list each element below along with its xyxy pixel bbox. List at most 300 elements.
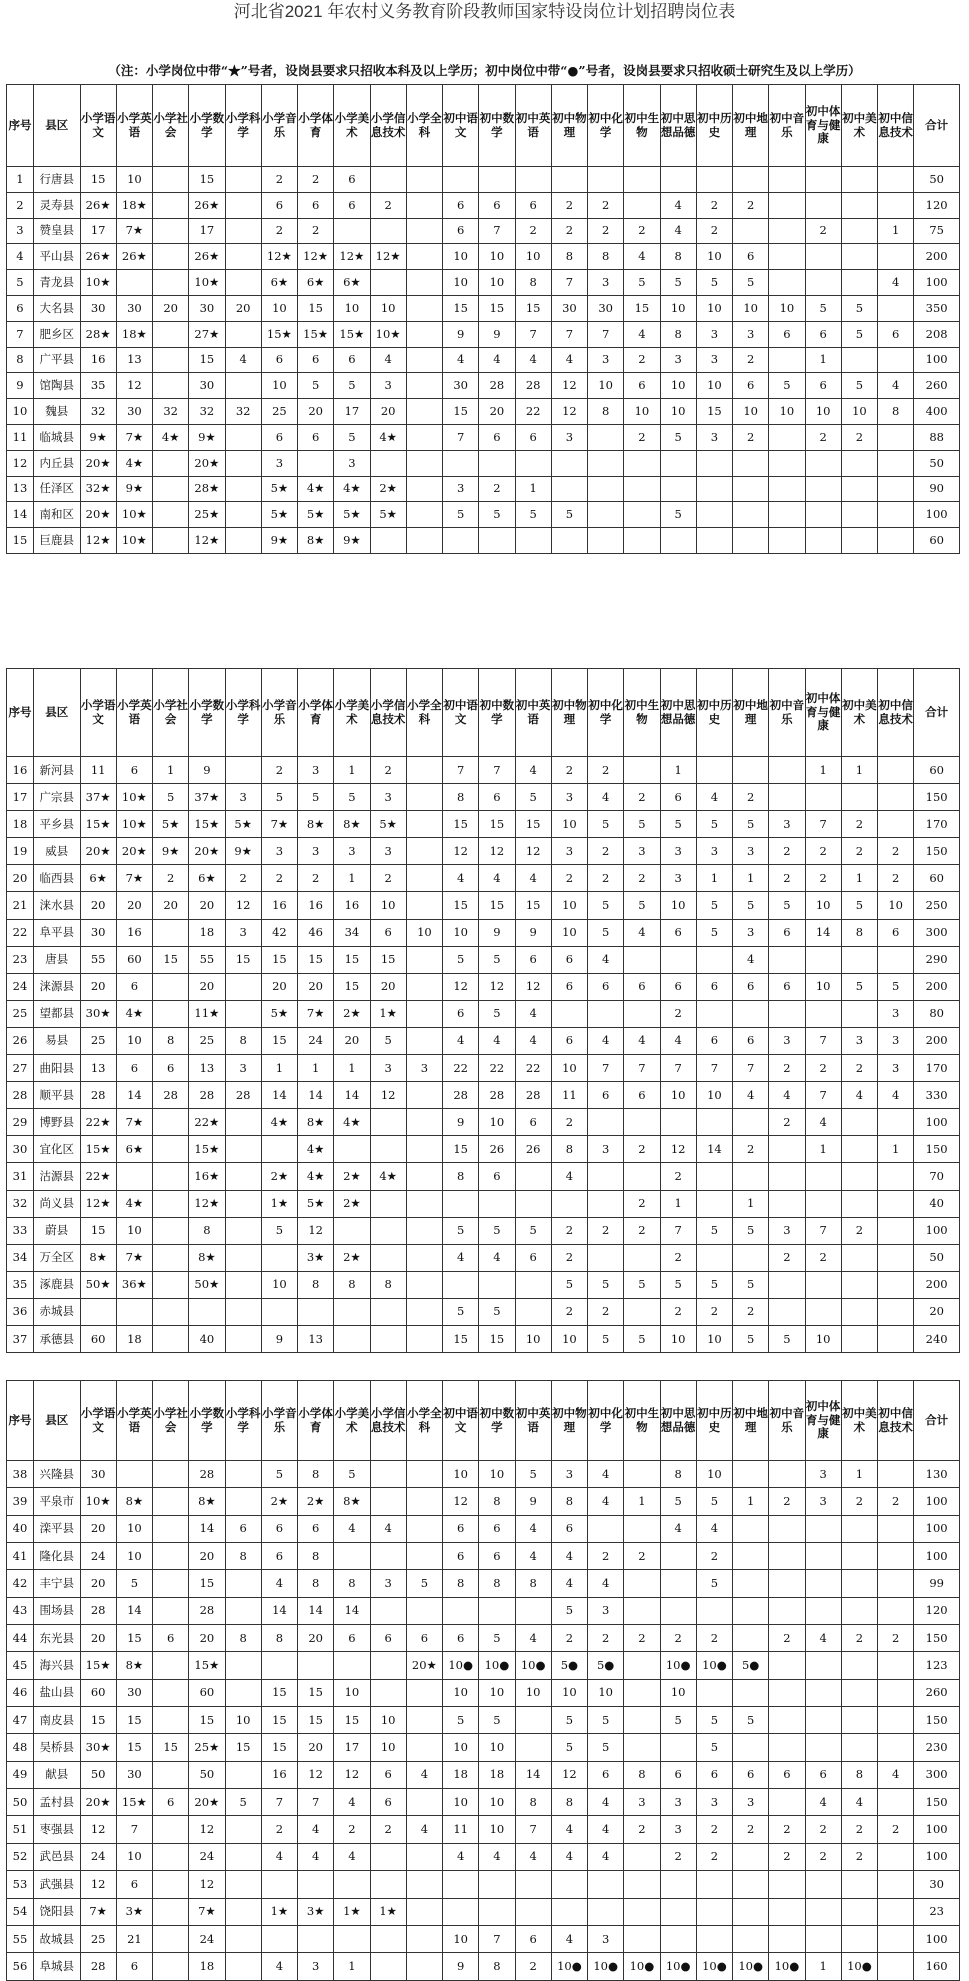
county-cell: 承德县 <box>33 1325 80 1352</box>
table-cell <box>769 244 805 270</box>
table-cell: 7★ <box>116 865 152 892</box>
table-cell <box>225 1461 261 1488</box>
table-cell: 2 <box>588 1543 624 1570</box>
column-header: 小学美术 <box>334 85 370 167</box>
county-cell: 宜化区 <box>33 1136 80 1163</box>
table-cell: 2 <box>769 865 805 892</box>
table-cell: 15 <box>225 946 261 973</box>
table-cell <box>406 1325 442 1352</box>
table-cell: 20 <box>189 1625 225 1652</box>
table-cell: 7 <box>261 1789 297 1816</box>
table-cell: 120 <box>914 1597 960 1624</box>
table-cell: 25 <box>80 1027 116 1054</box>
table-cell: 18 <box>116 1325 152 1352</box>
table-cell: 6 <box>370 919 406 946</box>
table-cell: 14 <box>334 1597 370 1624</box>
table-cell: 6 <box>588 1082 624 1109</box>
table-cell: 20★ <box>406 1652 442 1679</box>
county-cell: 围场县 <box>33 1597 80 1624</box>
table-row <box>7 973 960 1000</box>
table-cell: 30 <box>551 295 587 321</box>
table-cell <box>769 1871 805 1898</box>
column-header: 小学英语 <box>116 669 152 757</box>
table-cell: 24 <box>189 1925 225 1952</box>
table-cell <box>298 450 334 476</box>
table-cell: 12 <box>479 973 515 1000</box>
table-cell <box>334 1652 370 1679</box>
table-cell <box>406 1109 442 1136</box>
table-cell <box>660 946 696 973</box>
table-cell: 14 <box>116 1597 152 1624</box>
table-cell <box>624 1515 660 1542</box>
table-cell: 7 <box>660 1055 696 1082</box>
table-cell: 3 <box>733 321 769 347</box>
table-cell <box>225 1871 261 1898</box>
table-cell: 150 <box>914 1789 960 1816</box>
table-cell: 100 <box>914 1217 960 1244</box>
table-cell <box>769 1734 805 1761</box>
column-header: 初中信息技术 <box>878 1381 914 1461</box>
table-cell: 5★ <box>298 502 334 528</box>
table-cell: 2 <box>298 218 334 244</box>
table-cell <box>624 1871 660 1898</box>
table-cell: 12 <box>116 373 152 399</box>
table-cell <box>153 1925 189 1952</box>
table-cell: 5 <box>588 1325 624 1352</box>
table-cell: 6 <box>443 218 479 244</box>
table-cell: 3 <box>443 476 479 502</box>
table-cell: 5 <box>769 373 805 399</box>
table-cell <box>878 1298 914 1325</box>
table-cell: 4 <box>515 347 551 373</box>
table-cell: 2 <box>588 192 624 218</box>
table-cell: 5 <box>334 1461 370 1488</box>
table-cell <box>370 1871 406 1898</box>
table-cell <box>406 973 442 1000</box>
table-cell: 20 <box>479 399 515 425</box>
county-cell: 赞皇县 <box>33 218 80 244</box>
table-row <box>7 1843 960 1870</box>
county-cell: 内丘县 <box>33 450 80 476</box>
table-cell: 4 <box>733 1082 769 1109</box>
table-cell: 20 <box>116 892 152 919</box>
table-cell: 160 <box>914 1953 960 1980</box>
table-cell: 32 <box>80 399 116 425</box>
table-row <box>7 347 960 373</box>
table-cell: 25 <box>189 1027 225 1054</box>
table-cell <box>406 167 442 193</box>
table-row <box>7 1298 960 1325</box>
column-header: 初中化学 <box>588 1381 624 1461</box>
table-cell: 6 <box>660 784 696 811</box>
table-cell <box>624 1570 660 1597</box>
table-cell: 15 <box>515 811 551 838</box>
table-cell <box>878 1597 914 1624</box>
table-cell: 5 <box>479 1217 515 1244</box>
table-cell <box>624 450 660 476</box>
table-cell <box>733 1000 769 1027</box>
table-cell: 20 <box>189 892 225 919</box>
table-cell: 7 <box>443 424 479 450</box>
table-cell: 5 <box>841 321 877 347</box>
table-cell: 2 <box>551 757 587 784</box>
table-cell: 100 <box>914 1816 960 1843</box>
table-cell <box>878 1325 914 1352</box>
table-cell: 20★ <box>116 838 152 865</box>
table-cell: 16 <box>261 892 297 919</box>
table-cell: 10 <box>660 1679 696 1706</box>
table-cell: 9 <box>515 919 551 946</box>
table-cell: 4 <box>733 946 769 973</box>
table-cell <box>841 347 877 373</box>
table-cell: 8 <box>551 1789 587 1816</box>
table-cell: 4 <box>443 1244 479 1271</box>
column-header: 县区 <box>33 85 80 167</box>
table-cell <box>225 1163 261 1190</box>
table-cell: 50 <box>914 450 960 476</box>
table-cell: 5 <box>588 1271 624 1298</box>
table-cell: 10 <box>551 919 587 946</box>
table-cell: 4 <box>479 1027 515 1054</box>
table-cell: 10 <box>805 973 841 1000</box>
table-cell: 3★ <box>298 1244 334 1271</box>
column-header: 小学社会 <box>153 669 189 757</box>
index-cell: 37 <box>7 1325 34 1352</box>
table-cell: 8 <box>660 321 696 347</box>
table-cell <box>878 1898 914 1925</box>
table-cell <box>406 1461 442 1488</box>
table-cell <box>878 1871 914 1898</box>
table-cell <box>841 167 877 193</box>
table-cell: 12 <box>189 1816 225 1843</box>
table-row <box>7 865 960 892</box>
index-cell: 19 <box>7 838 34 865</box>
table-cell <box>370 1136 406 1163</box>
table-cell: 8 <box>479 1488 515 1515</box>
table-cell: 2 <box>805 1843 841 1870</box>
county-cell: 故城县 <box>33 1925 80 1952</box>
table-cell: 15 <box>443 1136 479 1163</box>
table-cell: 20 <box>298 1734 334 1761</box>
table-cell: 6 <box>805 373 841 399</box>
table-cell: 20 <box>298 1625 334 1652</box>
table-cell: 4 <box>406 1816 442 1843</box>
table-row <box>7 1000 960 1027</box>
table-cell <box>769 1898 805 1925</box>
table-cell: 15 <box>443 399 479 425</box>
table-cell: 9 <box>261 1325 297 1352</box>
county-cell: 阜平县 <box>33 919 80 946</box>
column-header: 初中语文 <box>443 85 479 167</box>
county-cell: 任泽区 <box>33 476 80 502</box>
table-cell: 18 <box>189 1953 225 1980</box>
table-cell: 5 <box>298 784 334 811</box>
column-header: 小学美术 <box>334 669 370 757</box>
table-cell <box>624 1597 660 1624</box>
table-cell: 5 <box>298 373 334 399</box>
table-cell <box>479 1597 515 1624</box>
table-cell: 8 <box>298 1271 334 1298</box>
table-cell <box>406 1789 442 1816</box>
table-cell: 10 <box>878 892 914 919</box>
table-cell: 3 <box>841 1027 877 1054</box>
table-cell: 5★ <box>298 1190 334 1217</box>
table-cell: 28 <box>515 373 551 399</box>
table-cell: 4 <box>515 757 551 784</box>
county-cell: 尚义县 <box>33 1190 80 1217</box>
table-cell: 7 <box>805 1082 841 1109</box>
table-cell: 5 <box>624 1325 660 1352</box>
table-cell: 6 <box>298 347 334 373</box>
index-cell: 12 <box>7 450 34 476</box>
table-cell: 4 <box>660 1515 696 1542</box>
table-cell: 10 <box>479 1679 515 1706</box>
index-cell: 8 <box>7 347 34 373</box>
table-cell: 10● <box>443 1652 479 1679</box>
table-cell: 50 <box>914 167 960 193</box>
table-cell: 10 <box>515 1679 551 1706</box>
table-cell <box>624 1652 660 1679</box>
table-cell: 5 <box>805 295 841 321</box>
table-cell <box>624 167 660 193</box>
table-row <box>7 1461 960 1488</box>
table-cell <box>153 502 189 528</box>
table-cell: 10● <box>551 1953 587 1980</box>
table-cell: 5 <box>696 892 732 919</box>
table-row <box>7 1789 960 1816</box>
table-cell: 4 <box>225 347 261 373</box>
table-cell <box>153 1109 189 1136</box>
table-cell: 6 <box>660 919 696 946</box>
index-cell: 28 <box>7 1082 34 1109</box>
table-cell <box>805 192 841 218</box>
table-cell <box>370 1298 406 1325</box>
table-cell: 2 <box>769 1816 805 1843</box>
table-cell: 2★ <box>370 476 406 502</box>
table-cell <box>406 1597 442 1624</box>
table-cell: 4 <box>878 270 914 296</box>
table-cell: 6 <box>116 1055 152 1082</box>
table-cell <box>696 1109 732 1136</box>
table-cell: 20 <box>370 399 406 425</box>
table-cell: 15★ <box>80 811 116 838</box>
table-cell <box>116 270 152 296</box>
table-cell <box>878 1217 914 1244</box>
table-cell <box>225 502 261 528</box>
table-cell: 7 <box>479 757 515 784</box>
table-cell <box>769 1597 805 1624</box>
table-cell: 10 <box>696 295 732 321</box>
table-cell <box>153 1461 189 1488</box>
table-cell: 12 <box>443 973 479 1000</box>
table-cell: 2 <box>660 1163 696 1190</box>
column-header: 小学体育 <box>298 85 334 167</box>
table-cell <box>696 1871 732 1898</box>
table-cell: 8★ <box>80 1244 116 1271</box>
table-cell: 1 <box>805 757 841 784</box>
table-cell <box>878 1707 914 1734</box>
table-cell: 6 <box>769 321 805 347</box>
table-cell <box>406 811 442 838</box>
table-cell: 20★ <box>80 450 116 476</box>
table-cell: 14 <box>696 1136 732 1163</box>
table-cell <box>841 270 877 296</box>
table-cell: 15★ <box>116 1789 152 1816</box>
table-cell <box>406 218 442 244</box>
column-header: 初中地理 <box>733 669 769 757</box>
county-cell: 博野县 <box>33 1109 80 1136</box>
table-cell <box>370 1953 406 1980</box>
table-cell <box>153 919 189 946</box>
table-cell <box>769 1163 805 1190</box>
table-row <box>7 399 960 425</box>
table-row <box>7 1734 960 1761</box>
table-cell: 3 <box>588 270 624 296</box>
table-cell: 4 <box>878 1761 914 1788</box>
table-cell: 12 <box>660 1136 696 1163</box>
table-cell: 4★ <box>153 424 189 450</box>
table-cell: 6 <box>769 1761 805 1788</box>
table-cell <box>334 1925 370 1952</box>
index-cell: 16 <box>7 757 34 784</box>
table-cell: 8 <box>298 1461 334 1488</box>
county-cell: 新河县 <box>33 757 80 784</box>
index-cell: 2 <box>7 192 34 218</box>
table-cell: 16 <box>80 347 116 373</box>
table-cell: 8 <box>479 1953 515 1980</box>
table-cell: 13 <box>189 1055 225 1082</box>
table-cell: 14 <box>805 919 841 946</box>
table-cell: 1 <box>334 1953 370 1980</box>
table-cell: 2 <box>624 784 660 811</box>
table-cell: 6★ <box>80 865 116 892</box>
table-cell: 3 <box>805 1461 841 1488</box>
table-cell <box>225 1271 261 1298</box>
table-cell: 15 <box>225 1734 261 1761</box>
table-cell: 18 <box>443 1761 479 1788</box>
table-cell: 8★ <box>334 1488 370 1515</box>
table-cell <box>225 1136 261 1163</box>
column-header: 序号 <box>7 85 34 167</box>
table-cell: 6 <box>696 1027 732 1054</box>
table-cell: 100 <box>914 270 960 296</box>
table-cell: 2 <box>841 811 877 838</box>
table-cell: 6 <box>551 1515 587 1542</box>
table-cell: 7 <box>443 757 479 784</box>
table-cell: 260 <box>914 373 960 399</box>
table-cell <box>153 973 189 1000</box>
index-cell: 39 <box>7 1488 34 1515</box>
table-cell <box>769 1515 805 1542</box>
table-cell: 6 <box>479 192 515 218</box>
table-cell: 3 <box>733 1789 769 1816</box>
table-cell: 2 <box>261 218 297 244</box>
table-cell <box>769 528 805 554</box>
table-cell <box>225 1488 261 1515</box>
table-cell <box>805 1570 841 1597</box>
table-cell: 3 <box>805 1488 841 1515</box>
table-cell: 37★ <box>189 784 225 811</box>
table-cell <box>225 476 261 502</box>
table-cell: 25 <box>261 399 297 425</box>
column-header: 小学信息技术 <box>370 1381 406 1461</box>
table-cell: 2 <box>261 167 297 193</box>
column-header: 初中信息技术 <box>878 669 914 757</box>
column-header: 小学音乐 <box>261 669 297 757</box>
column-header: 初中信息技术 <box>878 85 914 167</box>
table-cell <box>841 1734 877 1761</box>
table-cell: 28 <box>80 1082 116 1109</box>
table-cell: 8 <box>551 1136 587 1163</box>
table-cell: 28 <box>80 1597 116 1624</box>
table-cell: 5 <box>443 1298 479 1325</box>
table-cell: 6 <box>153 1625 189 1652</box>
column-header: 小学信息技术 <box>370 85 406 167</box>
table-cell: 6★ <box>261 270 297 296</box>
table-cell: 26★ <box>116 244 152 270</box>
table-cell: 20 <box>334 1027 370 1054</box>
table-cell: 8 <box>443 1163 479 1190</box>
table-cell: 2★ <box>334 1163 370 1190</box>
county-cell: 魏县 <box>33 399 80 425</box>
table-cell: 3 <box>370 784 406 811</box>
table-cell: 15 <box>116 1707 152 1734</box>
table-cell: 6 <box>515 1925 551 1952</box>
index-cell: 42 <box>7 1570 34 1597</box>
table-cell <box>153 167 189 193</box>
table-cell: 10 <box>479 1816 515 1843</box>
table-cell: 10 <box>660 892 696 919</box>
table-cell <box>225 192 261 218</box>
table-cell: 10★ <box>80 270 116 296</box>
county-cell: 青龙县 <box>33 270 80 296</box>
table-cell: 4 <box>515 1843 551 1870</box>
table-cell: 2 <box>551 1217 587 1244</box>
table-row <box>7 321 960 347</box>
table-cell: 10 <box>443 270 479 296</box>
table-cell: 4 <box>805 1109 841 1136</box>
table-cell <box>153 347 189 373</box>
table-cell <box>841 1271 877 1298</box>
table-cell <box>733 1843 769 1870</box>
table-cell: 2 <box>769 1109 805 1136</box>
table-cell <box>769 1461 805 1488</box>
table-cell: 5★ <box>153 811 189 838</box>
table-cell <box>153 1679 189 1706</box>
column-header: 初中物理 <box>551 669 587 757</box>
table-cell: 1 <box>805 1136 841 1163</box>
table-cell: 37★ <box>80 784 116 811</box>
table-cell <box>624 1734 660 1761</box>
table-cell: 10 <box>588 373 624 399</box>
table-row <box>7 1163 960 1190</box>
table-cell: 6 <box>370 1761 406 1788</box>
table-cell: 16 <box>261 1761 297 1788</box>
table-cell: 8 <box>189 1217 225 1244</box>
table-cell <box>624 757 660 784</box>
table-cell: 80 <box>914 1000 960 1027</box>
index-cell: 22 <box>7 919 34 946</box>
table-cell: 15 <box>261 1707 297 1734</box>
table-cell: 10 <box>696 373 732 399</box>
table-cell <box>443 528 479 554</box>
table-cell: 4★ <box>334 476 370 502</box>
table-cell <box>769 424 805 450</box>
table-cell <box>370 1461 406 1488</box>
table-cell: 4 <box>334 1515 370 1542</box>
table-cell <box>769 1789 805 1816</box>
table-cell: 10 <box>660 1082 696 1109</box>
